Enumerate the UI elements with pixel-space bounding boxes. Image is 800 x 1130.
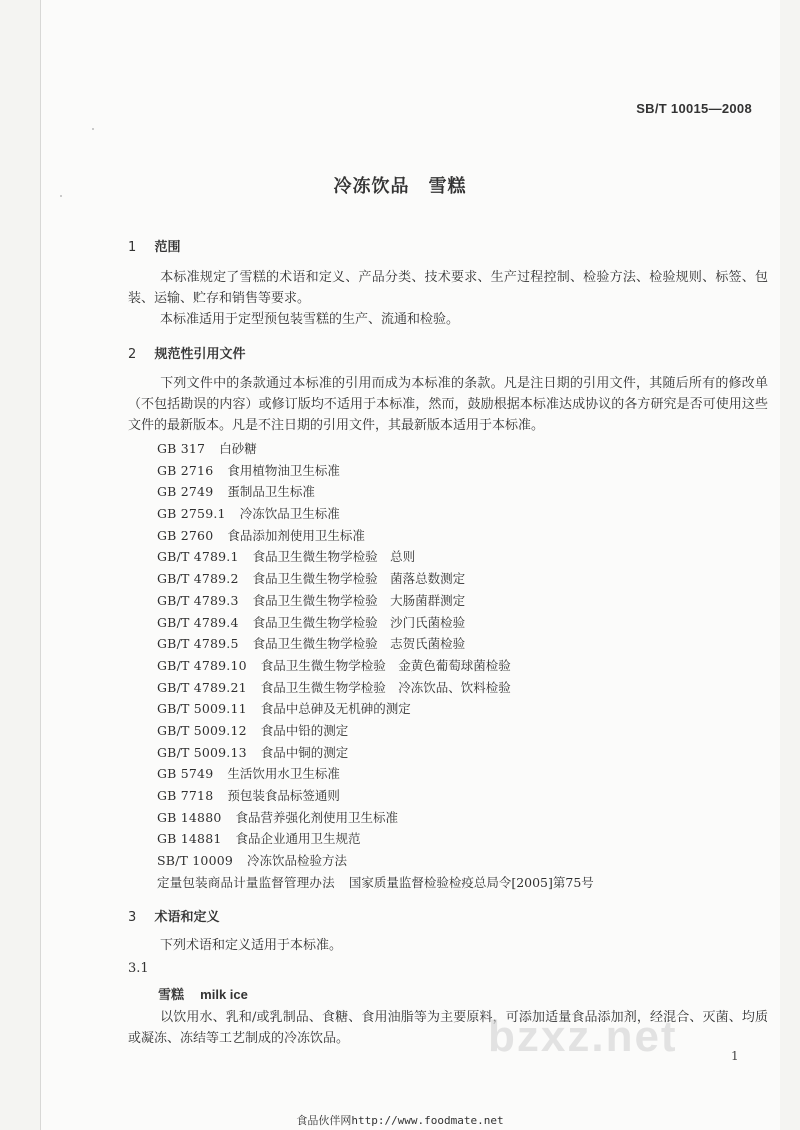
reference-item xyxy=(157,677,594,699)
section-number: 1 xyxy=(128,240,137,255)
paragraph-text: 下列文件中的条款通过本标准的引用而成为本标准的条款。凡是注日期的引用文件，其随后所有的修改单（不包括勘误的内容）或修订版均不适用于本标准，然而，鼓励根据本标准达成协议的各方研究是否可使用这些文件的最新版本。凡是不注日期的引用文件，其最新版本适用于本标准。 xyxy=(128,376,768,433)
page-edge xyxy=(40,0,41,1130)
reference-title: 食品营养强化剂使用卫生标准 xyxy=(235,809,399,825)
reference-title: 生活饮用水卫生标准 xyxy=(227,766,340,782)
section-1-paragraph xyxy=(128,267,768,309)
reference-item xyxy=(157,546,594,568)
reference-title: 蛋制品卫生标准 xyxy=(227,484,315,500)
reference-title: 国家质量监督检验检疫总局令[2005]第75号 xyxy=(348,874,594,890)
footer-source: 食品伙伴网http://www.foodmate.net xyxy=(296,1114,504,1127)
reference-code: GB 2749 xyxy=(157,484,214,500)
reference-item xyxy=(157,590,594,612)
reference-title: 食品卫生微生物学检验 沙门氏菌检验 xyxy=(252,614,466,630)
reference-item xyxy=(157,633,594,655)
section-1-heading xyxy=(128,236,181,255)
reference-title: 食品卫生微生物学检验 金黄色葡萄球菌检验 xyxy=(260,657,511,673)
reference-item xyxy=(157,481,594,503)
reference-title: 食用植物油卫生标准 xyxy=(227,462,340,478)
reference-code: GB 5749 xyxy=(157,766,214,782)
reference-code: GB/T 4789.4 xyxy=(157,614,239,630)
paragraph-text: 下列术语和定义适用于本标准。 xyxy=(160,938,343,953)
reference-item xyxy=(157,503,594,525)
reference-code: GB/T 5009.12 xyxy=(157,722,247,738)
page-number: 1 xyxy=(731,1049,739,1063)
section-2-heading xyxy=(128,343,246,362)
watermark-text: bzxz.net xyxy=(488,1012,678,1061)
standard-code: SB/T 10015—2008 xyxy=(636,101,752,116)
reference-item xyxy=(157,698,594,720)
reference-code: GB/T 4789.2 xyxy=(157,571,239,587)
reference-code: GB 14881 xyxy=(157,831,222,847)
reference-item xyxy=(157,807,594,829)
document-title: 冷冻饮品 雪糕 xyxy=(333,176,467,197)
reference-code: GB/T 4789.21 xyxy=(157,679,247,695)
reference-item xyxy=(157,828,594,850)
reference-code: GB 14880 xyxy=(157,809,222,825)
reference-item xyxy=(157,525,594,547)
reference-code: GB 7718 xyxy=(157,788,214,803)
normative-references-list xyxy=(157,438,594,893)
section-title: 范围 xyxy=(154,240,181,255)
reference-title: 食品中铅的测定 xyxy=(260,722,349,738)
reference-item xyxy=(157,763,594,785)
paragraph-text: 本标准适用于定型预包装雪糕的生产、流通和检验。 xyxy=(160,312,460,327)
term-entry xyxy=(158,984,248,1003)
section-2-intro xyxy=(128,373,768,436)
reference-item xyxy=(157,460,594,482)
section-3-intro xyxy=(128,935,768,956)
section-title: 规范性引用文件 xyxy=(154,347,246,362)
reference-code: GB/T 4789.10 xyxy=(157,657,247,673)
reference-code: GB 2759.1 xyxy=(157,506,226,522)
reference-code: GB 2716 xyxy=(157,462,214,478)
reference-title: 食品卫生微生物学检验 志贺氏菌检验 xyxy=(252,636,466,652)
scan-speck xyxy=(92,128,94,130)
reference-title: 食品添加剂使用卫生标准 xyxy=(227,527,365,543)
term-chinese: 雪糕 xyxy=(158,988,185,1003)
section-3-heading xyxy=(128,906,220,925)
reference-code: SB/T 10009 xyxy=(157,853,234,869)
reference-title: 预包装食品标签通则 xyxy=(227,788,340,803)
section-1-paragraph xyxy=(128,309,768,330)
section-title: 术语和定义 xyxy=(154,910,220,925)
reference-code: GB/T 5009.11 xyxy=(157,701,247,717)
reference-title: 食品卫生微生物学检验 菌落总数测定 xyxy=(252,571,466,587)
reference-title: 食品中总砷及无机砷的测定 xyxy=(260,701,411,717)
reference-item xyxy=(157,720,594,742)
reference-code: GB/T 4789.1 xyxy=(157,549,239,565)
reference-item xyxy=(157,785,594,807)
reference-code: GB/T 4789.5 xyxy=(157,636,239,652)
reference-code: GB 317 xyxy=(157,441,206,456)
reference-title: 冷冻饮品卫生标准 xyxy=(239,506,340,522)
section-number: 3 xyxy=(128,910,137,925)
reference-item xyxy=(157,438,594,460)
reference-title: 食品企业通用卫生规范 xyxy=(235,831,361,847)
term-english: milk ice xyxy=(200,987,248,1002)
reference-code: GB/T 5009.13 xyxy=(157,744,247,760)
reference-title: 食品卫生微生物学检验 冷冻饮品、饮料检验 xyxy=(260,679,511,695)
reference-item xyxy=(157,872,594,894)
reference-title: 冷冻饮品检验方法 xyxy=(247,853,348,869)
paragraph-text: 以饮用水、乳和/或乳制品、食糖、食用油脂等为主要原料，可添加适量食品添加剂，经混合、灭菌、均质或凝冻、冻结等工艺制成的冷冻饮品。 xyxy=(128,1010,768,1046)
reference-title: 食品中铜的测定 xyxy=(260,744,349,760)
reference-code: GB 2760 xyxy=(157,527,214,543)
reference-title: 白砂糖 xyxy=(219,441,257,456)
reference-item xyxy=(157,612,594,634)
reference-title: 食品卫生微生物学检验 大肠菌群测定 xyxy=(252,592,466,608)
reference-item xyxy=(157,850,594,872)
reference-item xyxy=(157,568,594,590)
section-number: 2 xyxy=(128,347,137,362)
reference-code: GB/T 4789.3 xyxy=(157,592,239,608)
reference-code: 定量包装商品计量监督管理办法 xyxy=(157,874,335,890)
reference-item xyxy=(157,655,594,677)
paragraph-text: 本标准规定了雪糕的术语和定义、产品分类、技术要求、生产过程控制、检验方法、检验规则、标签、包装、运输、贮存和销售等要求。 xyxy=(128,270,768,306)
reference-item xyxy=(157,742,594,764)
reference-title: 食品卫生微生物学检验 总则 xyxy=(252,549,416,565)
subclause-number: 3.1 xyxy=(128,961,149,976)
